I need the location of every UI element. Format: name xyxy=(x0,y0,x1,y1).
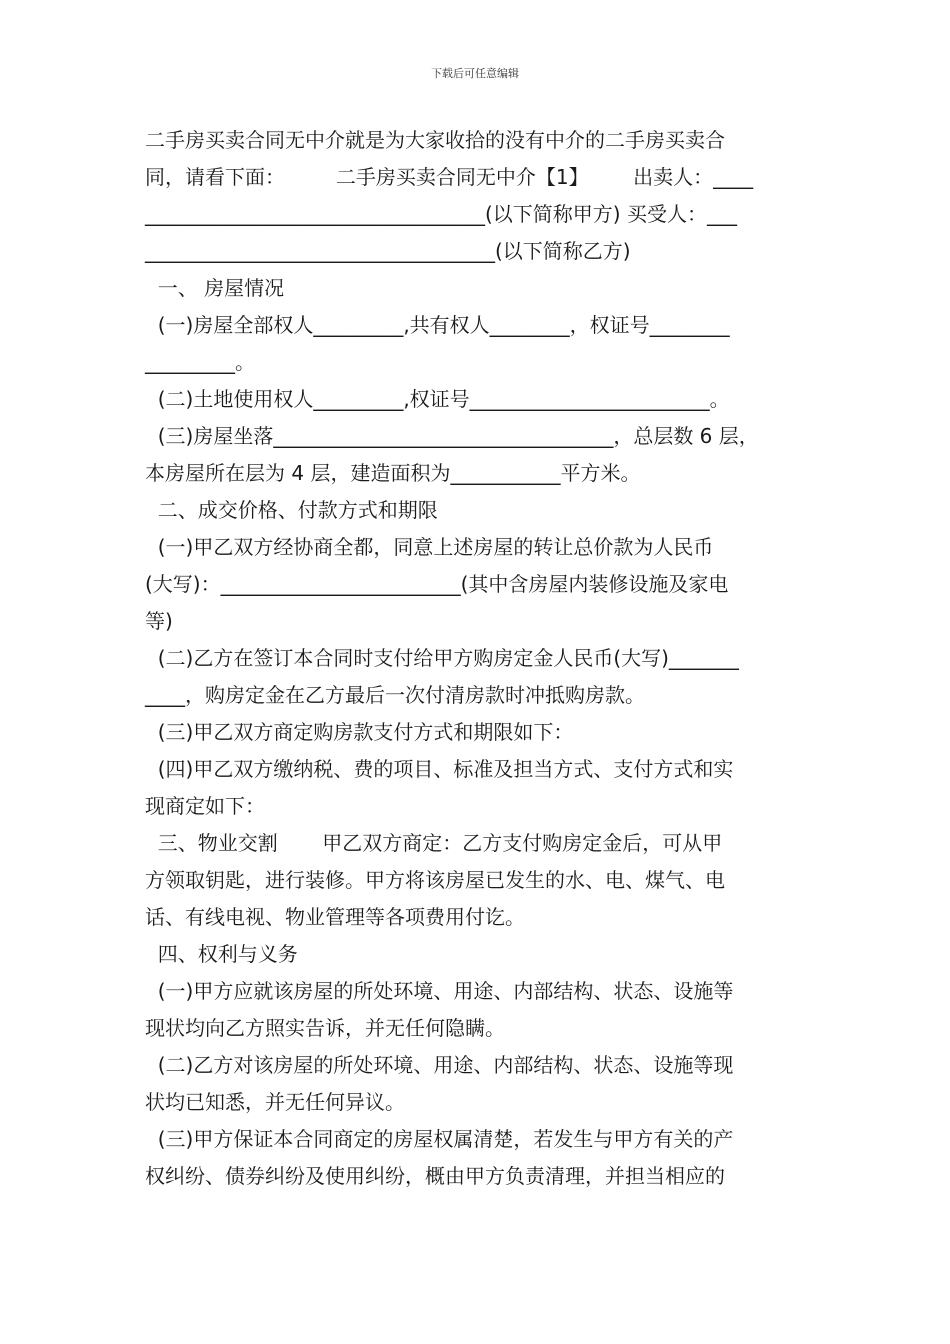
body-line: 状均已知悉，并无任何异议。 xyxy=(145,1090,405,1114)
body-line: 现商定如下： xyxy=(145,794,265,818)
body-line: 同，请看下面： 二手房买卖合同无中介【1】 出卖人：____ xyxy=(145,165,754,189)
section-heading: 三、物业交割 甲乙双方商定：乙方支付购房定金后，可从甲 xyxy=(145,831,723,855)
body-line: 话、有线电视、物业管理等各项费用付讫。 xyxy=(145,905,525,929)
body-line: 等) xyxy=(145,609,173,633)
body-line: 二手房买卖合同无中介就是为大家收拾的没有中介的二手房买卖合 xyxy=(145,128,725,152)
section-heading: 四、权利与义务 xyxy=(145,942,298,966)
body-line: 现状均向乙方照实告诉，并无任何隐瞒。 xyxy=(145,1016,505,1040)
body-line: _________。 xyxy=(145,350,255,374)
body-line: (二)乙方对该房屋的所处环境、用途、内部结构、状态、设施等现 xyxy=(145,1053,734,1077)
body-line: ____，购房定金在乙方最后一次付清房款时冲抵购房款。 xyxy=(145,683,645,707)
contract-body xyxy=(145,122,810,1195)
body-line: (一)甲方应就该房屋的所处环境、用途、内部结构、状态、设施等 xyxy=(145,979,734,1003)
body-line: (三)甲方保证本合同商定的房屋权属清楚，若发生与甲方有关的产 xyxy=(145,1127,734,1151)
body-line: 本房屋所在层为 4 层，建造面积为___________平方米。 xyxy=(145,461,641,485)
section-heading: 一、 房屋情况 xyxy=(145,276,285,300)
body-line: (大写)：________________________(其中含房屋内装修设施及家电 xyxy=(145,572,729,596)
body-line: (二)乙方在签订本合同时支付给甲方购房定金人民币(大写)_______ xyxy=(145,646,739,670)
body-line: ___________________________________(以下简称乙方) xyxy=(145,239,631,263)
body-line: (一)甲乙双方经协商全都，同意上述房屋的转让总价款为人民币 xyxy=(145,535,714,559)
body-line: (一)房屋全部权人_________,共有权人________，权证号________ xyxy=(145,313,730,337)
body-line: (四)甲乙双方缴纳税、费的项目、标准及担当方式、支付方式和实 xyxy=(145,757,734,781)
body-line: (三)房屋坐落__________________________________，总层数 6 层， xyxy=(145,424,759,448)
body-line: __________________________________(以下简称甲方) 买受人：___ xyxy=(145,202,737,226)
body-line: (二)土地使用权人_________,权证号________________________。 xyxy=(145,387,730,411)
body-line: (三)甲乙双方商定购房款支付方式和期限如下： xyxy=(145,720,574,744)
body-line: 方领取钥匙，进行装修。甲方将该房屋已发生的水、电、煤气、电 xyxy=(145,868,725,892)
section-heading: 二、成交价格、付款方式和期限 xyxy=(145,498,438,522)
body-line: 权纠纷、债券纠纷及使用纠纷，概由甲方负责清理，并担当相应的 xyxy=(145,1164,725,1188)
page-header-note: 下载后可任意编辑 xyxy=(431,67,519,80)
